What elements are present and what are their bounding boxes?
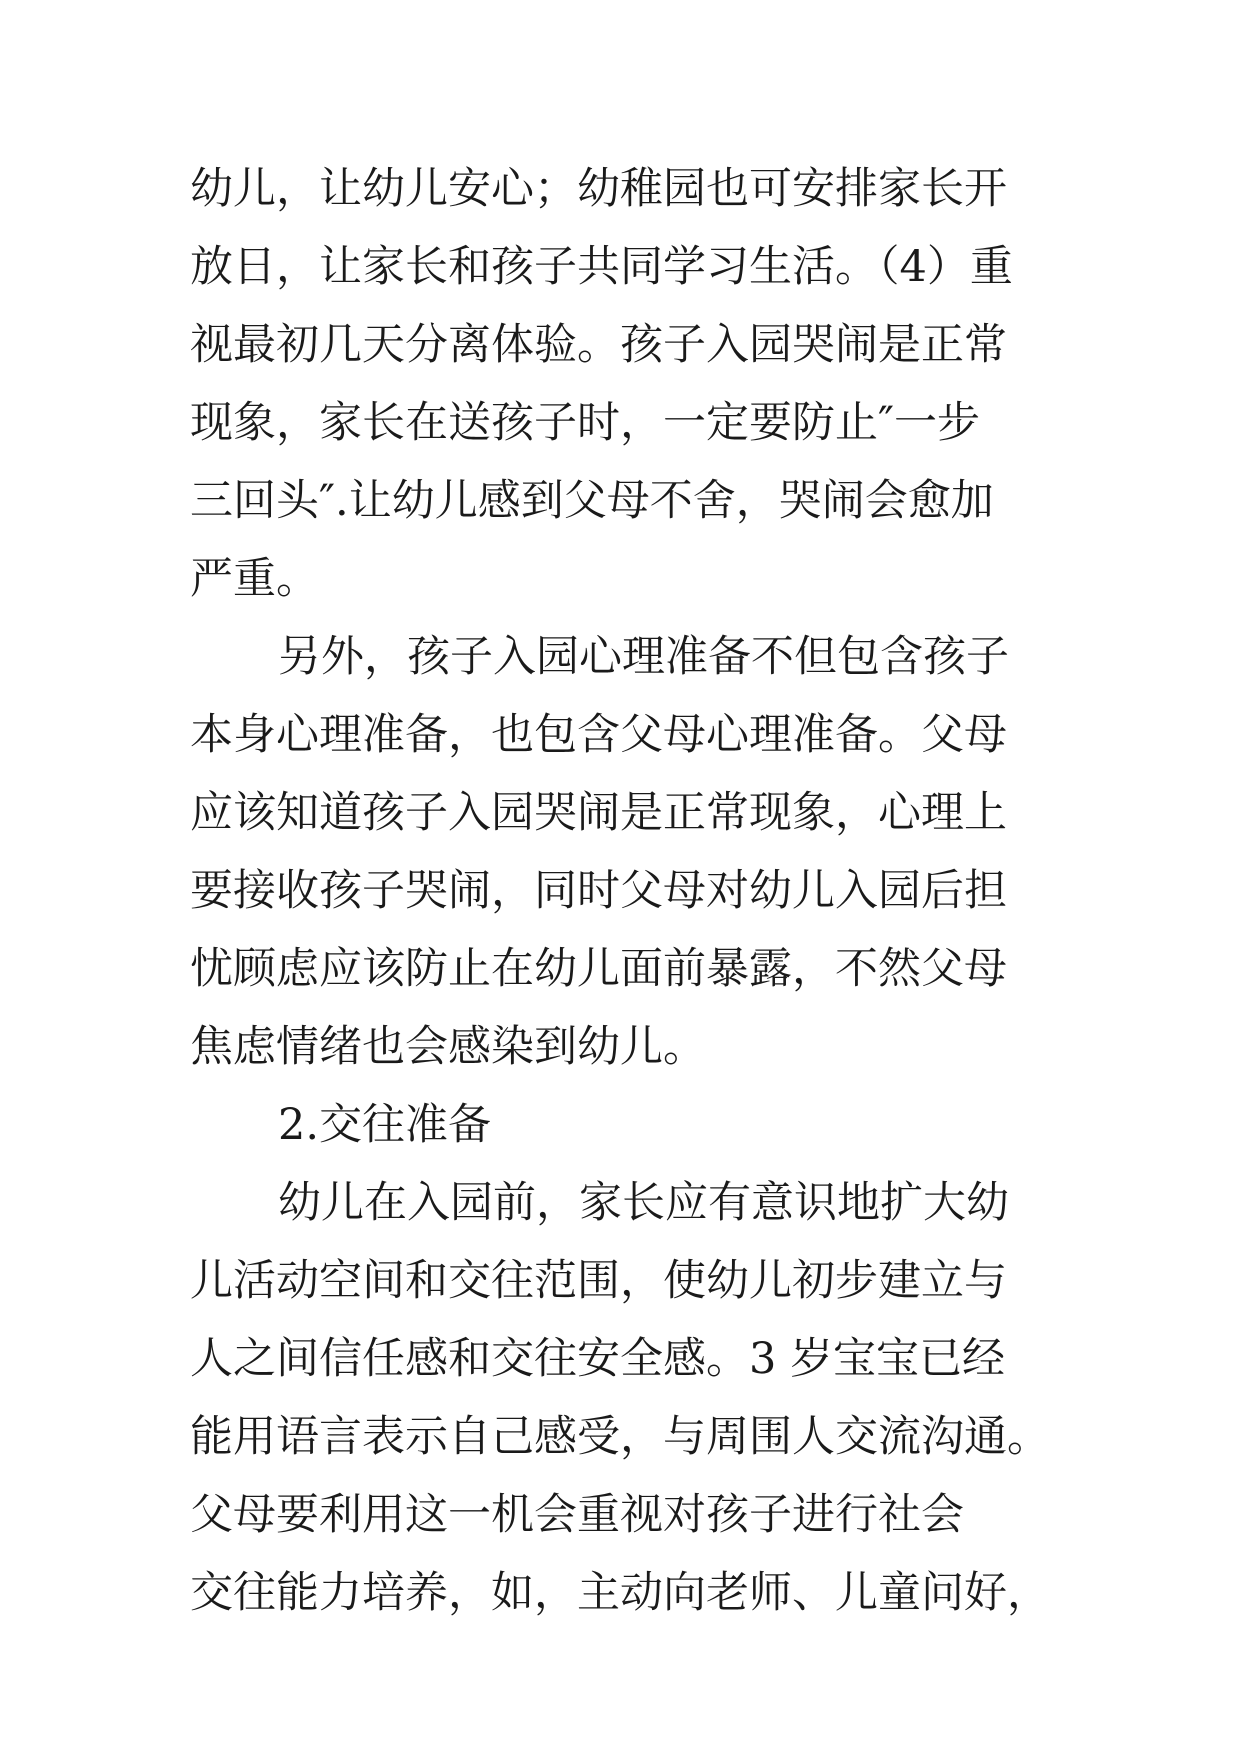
text-line: 交往能力培养，如，主动向老师、儿童问好，: [190, 1568, 1050, 1618]
text-line: 严重。: [190, 554, 319, 604]
text-line: 现象，家长在送孩子时，一定要防止″一步: [190, 398, 981, 448]
text-line: 父母要利用这一机会重视对孩子进行社会: [190, 1490, 964, 1540]
text-line: 要接收孩子哭闹，同时父母对幼儿入园后担: [190, 866, 1007, 916]
paragraph-first-line: 幼儿在入园前，家长应有意识地扩大幼: [278, 1178, 1009, 1228]
section-heading: 2.交往准备: [278, 1100, 492, 1150]
text-line: 幼儿，让幼儿安心；幼稚园也可安排家长开: [190, 164, 1007, 214]
text-line: 应该知道孩子入园哭闹是正常现象，心理上: [190, 788, 1007, 838]
text-line: 忧顾虑应该防止在幼儿面前暴露，不然父母: [190, 944, 1007, 994]
text-line: 人之间信任感和交往安全感。3 岁宝宝已经: [190, 1334, 1006, 1384]
paragraph-first-line: 另外，孩子入园心理准备不但包含孩子: [278, 632, 1009, 682]
text-line: 儿活动空间和交往范围，使幼儿初步建立与: [190, 1256, 1007, 1306]
text-line: 本身心理准备，也包含父母心理准备。父母: [190, 710, 1007, 760]
body-text: [190, 150, 1060, 1632]
text-line: 焦虑情绪也会感染到幼儿。: [190, 1022, 706, 1072]
text-line: 视最初几天分离体验。孩子入园哭闹是正常: [190, 320, 1007, 370]
text-line: 放日，让家长和孩子共同学习生活。（4）重: [190, 242, 1013, 292]
text-line: 能用语言表示自己感受，与周围人交流沟通。: [190, 1412, 1050, 1462]
text-line: 三回头″.让幼儿感到父母不舍，哭闹会愈加: [190, 476, 994, 526]
